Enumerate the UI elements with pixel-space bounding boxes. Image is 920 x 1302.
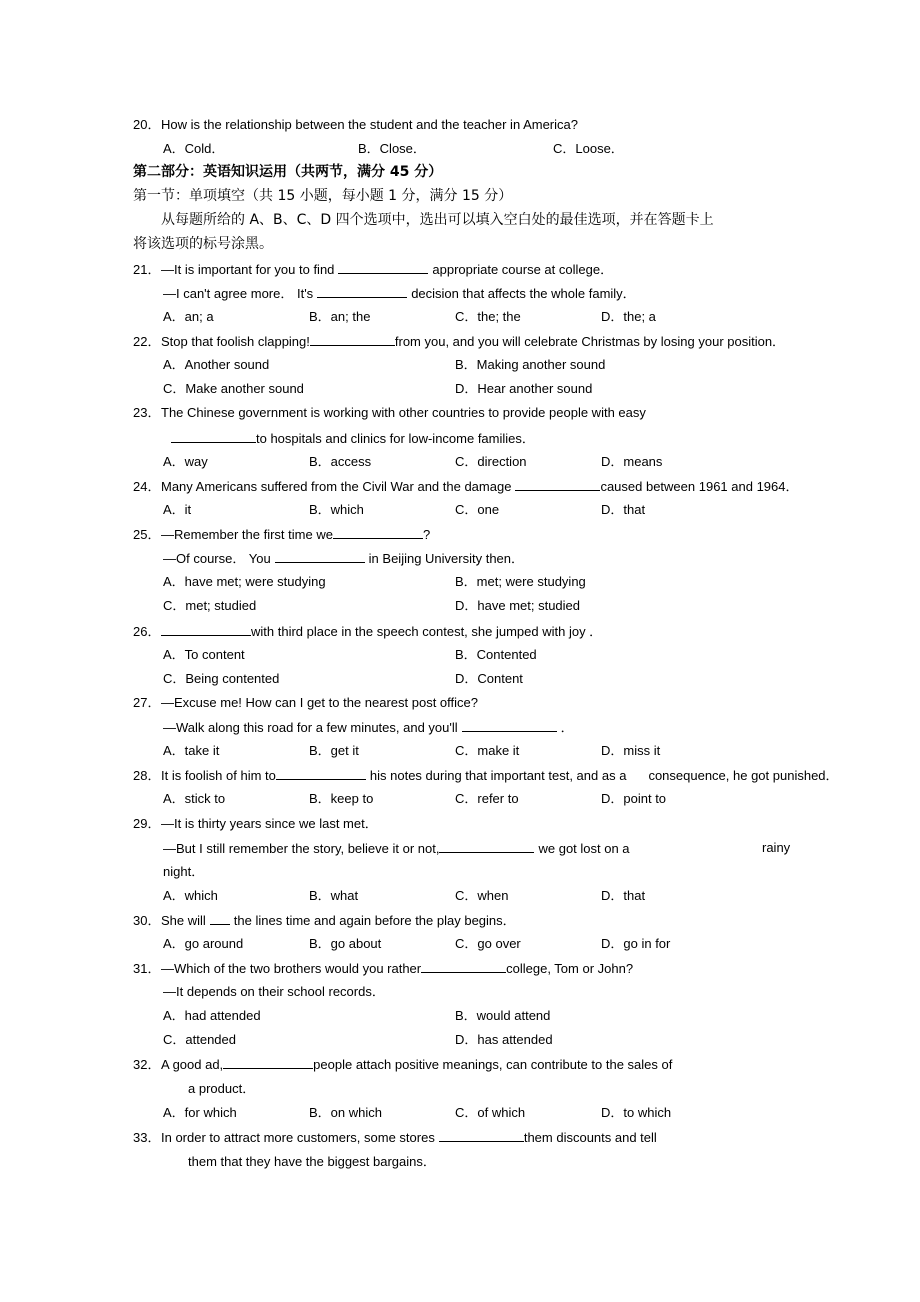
option-d: D．go in for	[601, 936, 671, 951]
dialogue-line: college, Tom or John?	[506, 961, 634, 976]
question-29-rainy: rainy	[762, 840, 791, 855]
option-a: A．it	[163, 502, 192, 517]
answer-blank[interactable]	[439, 841, 534, 853]
question-number: 29．	[133, 816, 161, 831]
option-a: A．stick to	[163, 791, 226, 806]
question-stem: the lines time and again before the play begins．	[233, 913, 516, 928]
question-number: 26．	[133, 624, 161, 639]
question-number: 31．	[133, 961, 161, 976]
option-d: D．Hear another sound	[455, 381, 593, 396]
answer-blank[interactable]	[421, 961, 506, 973]
option-c: C．attended	[163, 1032, 236, 1047]
option-c: C．of which	[455, 1105, 526, 1120]
question-21	[133, 262, 613, 276]
question-number: 22．	[133, 334, 161, 349]
question-21-reply	[163, 286, 636, 300]
answer-blank[interactable]	[333, 527, 423, 539]
question-31	[133, 961, 633, 975]
option-c: C．go over	[455, 936, 521, 951]
question-26	[133, 624, 602, 638]
question-number: 27．	[133, 695, 161, 710]
instructions-line-2: 将该选项的标号涂黑。	[133, 236, 273, 252]
answer-blank[interactable]	[275, 551, 365, 563]
option-a: A．an; a	[163, 309, 214, 324]
question-32-cont: a product．	[188, 1081, 256, 1096]
option-b: B．go about	[309, 936, 382, 951]
question-stem: A good ad,	[161, 1057, 224, 1072]
option-c: C．Being contented	[163, 671, 280, 686]
section-heading: 第一节：单项填空（共 15 小题，每小题 1 分，满分 15 分）	[133, 188, 513, 204]
dialogue-line: decision that affects the whole family．	[411, 286, 636, 301]
dialogue-line: —Walk along this road for a few minutes, and you'll	[163, 720, 458, 735]
option-a: A．which	[163, 888, 218, 903]
question-stem: from you, and you will celebrate Christmas by losing your position．	[394, 334, 786, 349]
option-d: D．that	[601, 502, 646, 517]
option-b: B．Close．	[358, 141, 426, 156]
question-27	[133, 696, 478, 709]
question-stem: people attach positive meanings, can contribute to the sales of	[313, 1057, 673, 1072]
dialogue-line: in Beijing University then．	[368, 551, 525, 566]
question-23	[133, 406, 646, 419]
question-24	[133, 479, 799, 493]
question-stem: She will	[161, 913, 206, 928]
question-28	[133, 768, 839, 782]
option-b: B．on which	[309, 1105, 382, 1120]
question-31-reply: —It depends on their school records．	[163, 984, 385, 999]
option-d: D．has attended	[455, 1032, 553, 1047]
dialogue-line: —Remember the first time we	[161, 527, 333, 542]
option-b: B．keep to	[309, 791, 374, 806]
answer-blank[interactable]	[515, 479, 600, 491]
answer-blank[interactable]	[439, 1130, 524, 1142]
dialogue-line: —Of course． You	[163, 551, 271, 566]
option-d: D．miss it	[601, 743, 661, 758]
option-b: B．an; the	[309, 309, 371, 324]
option-a: A．Another sound	[163, 357, 270, 372]
option-b: B．what	[309, 888, 359, 903]
option-c: C．the; the	[455, 309, 521, 324]
answer-blank[interactable]	[310, 334, 395, 346]
question-number: 23．	[133, 405, 161, 420]
answer-blank[interactable]	[161, 624, 251, 636]
question-stem: to hospitals and clinics for low-income families．	[256, 431, 535, 446]
option-c: C．met; studied	[163, 598, 257, 613]
question-27-reply	[163, 720, 574, 734]
option-c: C．Loose．	[553, 141, 624, 156]
answer-blank[interactable]	[338, 262, 428, 274]
question-number: 32．	[133, 1057, 161, 1072]
option-b: B．met; were studying	[455, 574, 586, 589]
option-d: D．that	[601, 888, 646, 903]
answer-blank[interactable]	[171, 431, 256, 443]
option-a: A．had attended	[163, 1008, 261, 1023]
option-d: D．Content	[455, 671, 523, 686]
question-stem: How is the relationship between the student and the teacher in America?	[161, 117, 578, 132]
question-33-cont: them that they have the biggest bargains．	[188, 1154, 436, 1169]
dialogue-line: ．	[560, 720, 574, 735]
option-a: A．way	[163, 454, 208, 469]
question-number: 21．	[133, 262, 161, 277]
question-stem: them discounts and tell	[523, 1130, 657, 1145]
dialogue-line: ?	[422, 527, 431, 542]
question-30	[133, 913, 516, 927]
part-heading: 第二部分：英语知识运用（共两节，满分 45 分）	[133, 164, 443, 180]
dialogue-line: we got lost on a	[538, 841, 630, 856]
question-33	[133, 1130, 657, 1144]
question-number: 33．	[133, 1130, 161, 1145]
question-stem: consequence, he got punished．	[648, 768, 839, 783]
option-d: D．the; a	[601, 309, 656, 324]
option-b: B．access	[309, 454, 372, 469]
option-b: B．would attend	[455, 1008, 551, 1023]
option-a: A．take it	[163, 743, 220, 758]
question-number: 30．	[133, 913, 161, 928]
dialogue-line: —I can't agree more． It's	[163, 286, 314, 301]
question-29	[133, 817, 378, 830]
answer-blank[interactable]	[223, 1057, 313, 1069]
option-c: C．direction	[455, 454, 527, 469]
question-stem: In order to attract more customers, some stores	[161, 1130, 435, 1145]
question-stem: his notes during that important test, and as a	[369, 768, 627, 783]
question-number: 24．	[133, 479, 161, 494]
option-a: A．for which	[163, 1105, 237, 1120]
question-stem: Many Americans suffered from the Civil War and the damage	[161, 479, 512, 494]
option-c: C．refer to	[455, 791, 519, 806]
question-23-cont	[171, 431, 535, 445]
option-b: B．which	[309, 502, 364, 517]
option-a: A．To content	[163, 647, 245, 662]
dialogue-line: appropriate course at college．	[432, 262, 614, 277]
answer-blank[interactable]	[462, 720, 557, 732]
dialogue-line: —It is thirty years since we last met．	[161, 816, 378, 831]
option-d: D．means	[601, 454, 663, 469]
question-29-reply	[163, 841, 630, 855]
question-stem: It is foolish of him to	[161, 768, 276, 783]
option-c: C．make it	[455, 743, 520, 758]
instructions-line-1: 从每题所给的 A、B、C、D 四个选项中，选出可以填入空白处的最佳选项，并在答题卡上	[161, 212, 714, 228]
option-a: A．have met; were studying	[163, 574, 326, 589]
answer-blank[interactable]	[210, 913, 230, 925]
question-20	[133, 118, 578, 131]
option-c: C．one	[455, 502, 500, 517]
dialogue-line: —Excuse me! How can I get to the nearest post office?	[161, 695, 478, 710]
dialogue-line: —Which of the two brothers would you rather	[161, 961, 422, 976]
question-stem: with third place in the speech contest, she jumped with joy ．	[251, 624, 603, 639]
option-b: B．Making another sound	[455, 357, 606, 372]
option-c: C．Make another sound	[163, 381, 304, 396]
option-a: A．go around	[163, 936, 244, 951]
question-32	[133, 1057, 672, 1071]
option-b: B．get it	[309, 743, 359, 758]
question-25-reply	[163, 551, 524, 565]
question-number: 25．	[133, 527, 161, 542]
question-22	[133, 334, 785, 348]
question-stem: Stop that foolish clapping!	[161, 334, 310, 349]
question-stem: caused between 1961 and 1964．	[600, 479, 799, 494]
option-c: C．when	[455, 888, 509, 903]
answer-blank[interactable]	[276, 768, 366, 780]
answer-blank[interactable]	[317, 286, 407, 298]
question-number: 28．	[133, 768, 161, 783]
option-d: D．have met; studied	[455, 598, 581, 613]
question-25	[133, 527, 430, 541]
option-a: A．Cold．	[163, 141, 225, 156]
option-d: D．to which	[601, 1105, 672, 1120]
option-d: D．point to	[601, 791, 667, 806]
dialogue-line: —But I still remember the story, believe it or not,	[163, 841, 440, 856]
question-29-night: night．	[163, 864, 205, 879]
option-b: B．Contented	[455, 647, 537, 662]
question-number: 20．	[133, 117, 161, 132]
question-stem: The Chinese government is working with other countries to provide people with easy	[161, 405, 646, 420]
dialogue-line: —It is important for you to find	[161, 262, 335, 277]
